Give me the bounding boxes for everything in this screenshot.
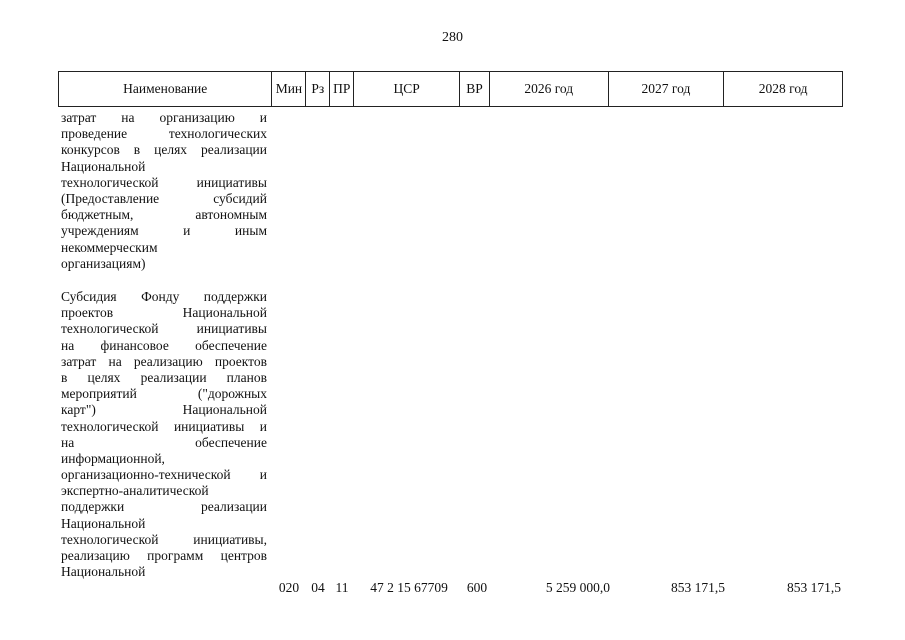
header-min: Мин	[272, 72, 306, 106]
description-line: технологической инициативы и	[61, 418, 267, 434]
description-line: экспертно-аналитической	[61, 483, 209, 499]
description-line: поддержки реализации	[61, 499, 267, 515]
header-2026: 2026 год	[490, 72, 609, 106]
description-line: некоммерческим	[61, 239, 158, 255]
description-line: учреждениям и иным	[61, 223, 267, 239]
description-line: организационно-технической и	[61, 467, 267, 483]
description-line: реализацию программ центров	[61, 548, 267, 563]
cell-rz: 04	[311, 580, 325, 595]
description-line: затрат на организацию и	[61, 110, 267, 125]
table-header	[58, 71, 843, 107]
description-line: проведение технологических	[61, 126, 267, 142]
header-name: Наименование	[59, 72, 272, 106]
page-number: 280	[442, 30, 463, 45]
cell-pr: 11	[335, 580, 349, 595]
description-line: на обеспечение	[61, 434, 267, 450]
row-description	[61, 289, 267, 580]
description-line: Национальной	[61, 158, 146, 174]
description-line: в целях реализации планов	[61, 369, 267, 385]
description-line: карт") Национальной	[61, 402, 267, 418]
header-rz: Рз	[306, 72, 330, 106]
description-line: бюджетным, автономным	[61, 207, 267, 223]
description-line: технологической инициативы	[61, 321, 267, 337]
header-csr: ЦСР	[354, 72, 460, 106]
description-line: на финансовое обеспечение	[61, 337, 267, 353]
description-line: Субсидия Фонду поддержки	[61, 289, 267, 304]
cell-vr: 600	[466, 580, 488, 595]
description-line: проектов Национальной	[61, 305, 267, 321]
description-line: конкурсов в целях реализации	[61, 142, 267, 158]
header-vr: ВР	[460, 72, 490, 106]
cell-min: 020	[278, 580, 300, 595]
description-line: мероприятий ("дорожных	[61, 386, 267, 402]
description-line: технологической инициативы,	[61, 531, 267, 547]
header-pr: ПР	[330, 72, 354, 106]
cell-2027: 853 171,5	[671, 580, 725, 595]
description-line: Национальной	[61, 515, 146, 531]
cell-csr: 47 2 15 67709	[370, 580, 448, 595]
cell-2028: 853 171,5	[787, 580, 841, 595]
description-line: Национальной	[61, 564, 146, 580]
description-line: затрат на реализацию проектов	[61, 353, 267, 369]
header-2028: 2028 год	[758, 81, 808, 96]
row-description-continued	[61, 110, 267, 272]
header-2027: 2027 год	[609, 72, 725, 106]
description-line: информационной,	[61, 450, 165, 466]
description-line: технологической инициативы	[61, 174, 267, 190]
description-line: организациям)	[61, 255, 146, 271]
description-line: (Предоставление субсидий	[61, 190, 267, 206]
cell-2026: 5 259 000,0	[545, 580, 610, 595]
